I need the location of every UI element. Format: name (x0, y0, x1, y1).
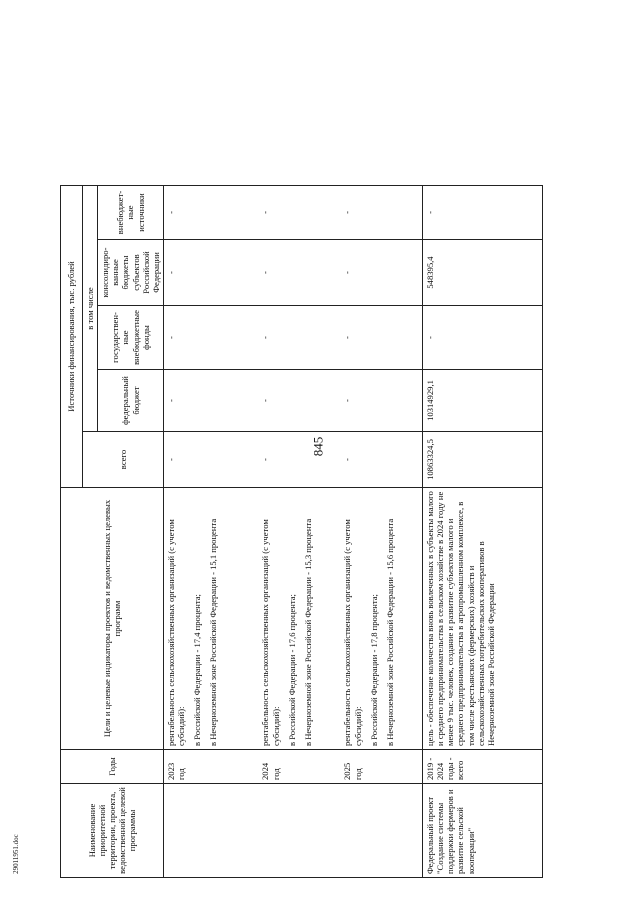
row-total: - (258, 432, 340, 488)
row-federal: - (258, 370, 340, 432)
row-consolidated: - (163, 240, 258, 306)
row-consolidated: - (258, 240, 340, 306)
header-federal: федеральный бюджет (98, 370, 164, 432)
header-total: всего (83, 432, 164, 488)
row-total: 10863324,5 (422, 432, 542, 488)
header-extrabudgetary: внебюджет-ные источники (98, 185, 164, 239)
goal-line: рентабельность сельскохозяйственных организаций (с учетом субсидий): (165, 519, 187, 746)
row-state-funds: - (340, 306, 422, 370)
row-state-funds: - (163, 306, 258, 370)
row-extrabudgetary: - (340, 185, 422, 239)
header-years: Годы (61, 750, 164, 784)
row-total: - (340, 432, 422, 488)
row-blank (422, 27, 542, 185)
row-goals (340, 488, 422, 750)
row-total: - (163, 432, 258, 488)
page-number: 845 (310, 436, 326, 457)
row-federal: 10314929,1 (422, 370, 542, 432)
goal-line: цель - обеспечение количества вновь вовлеченных в субъекты малого и среднего предпринимательства в сельском хозяйстве в 2024 году не менее 9 тыс. человек, создание и развитие субъектов малого и среднего предпринимательства в агропромышленном комплексе, в том числе крестьянских (фермерских) хозяйств и сельскохозяйственных потребительских кооперативов в Нечерноземной зоне Российской Федерации (424, 491, 496, 746)
row-state-funds: - (422, 306, 542, 370)
row-year: 2025 год (340, 750, 422, 784)
row-goals (258, 488, 340, 750)
row-goals (163, 488, 258, 750)
row-extrabudgetary: - (258, 185, 340, 239)
goal-line: рентабельность сельскохозяйственных организаций (с учетом субсидий): (342, 519, 363, 746)
header-goals: Цели и целевые индикаторы проектов и ведомственных целевых программ (61, 488, 164, 750)
row-year: 2019 - 2024 годы - всего (422, 750, 542, 784)
header-blank (61, 27, 164, 185)
table-row (340, 27, 422, 877)
header-including: в том числе (83, 185, 98, 431)
table-row (422, 27, 542, 877)
header-consolidated: консолидиро-ванные бюджеты субъектов Российской Федерации (98, 240, 164, 306)
row-consolidated: 548395,4 (422, 240, 542, 306)
row-federal: - (340, 370, 422, 432)
header-state-funds: государствен-ные внебюджетные фонды (98, 306, 164, 370)
row-name (163, 784, 258, 878)
funding-table-rotated (60, 28, 625, 878)
row-name (340, 784, 422, 878)
header-funding-group: Источники финансирования, тыс. рублей (61, 185, 83, 487)
goal-line: в Российской Федерации - 17,4 процента; (192, 594, 203, 746)
goal-line: в Нечерноземной зоне Российской Федерации - 15,1 процента (208, 518, 219, 746)
goal-line: в Российской Федерации - 17,6 процента; (286, 594, 297, 746)
row-blank (258, 27, 340, 185)
goal-line: в Нечерноземной зоне Российской Федерации - 15,3 процента (302, 518, 313, 746)
row-extrabudgetary: - (163, 185, 258, 239)
row-consolidated: - (340, 240, 422, 306)
header-name: Наименование приоритетной территории, проекта, ведомственной целевой программы (61, 784, 164, 878)
row-name (258, 784, 340, 878)
document-footer: 29011951.doc (12, 834, 20, 874)
funding-table (60, 27, 543, 878)
goal-line: рентабельность сельскохозяйственных организаций (с учетом субсидий): (260, 519, 281, 746)
row-name: Федеральный проект "Создание системы поддержки фермеров и развитие сельской кооперации" (422, 784, 542, 878)
row-year: 2024 год (258, 750, 340, 784)
goal-line: в Нечерноземной зоне Российской Федерации - 15,6 процента (384, 518, 395, 746)
row-year: 2023 год (163, 750, 258, 784)
goal-line: в Российской Федерации - 17,8 процента; (368, 594, 379, 746)
row-state-funds: - (258, 306, 340, 370)
row-goals (422, 488, 542, 750)
row-extrabudgetary: - (422, 185, 542, 239)
table-row (258, 27, 340, 877)
table-row (163, 27, 258, 877)
row-federal: - (163, 370, 258, 432)
row-blank (163, 27, 258, 185)
row-blank (340, 27, 422, 185)
